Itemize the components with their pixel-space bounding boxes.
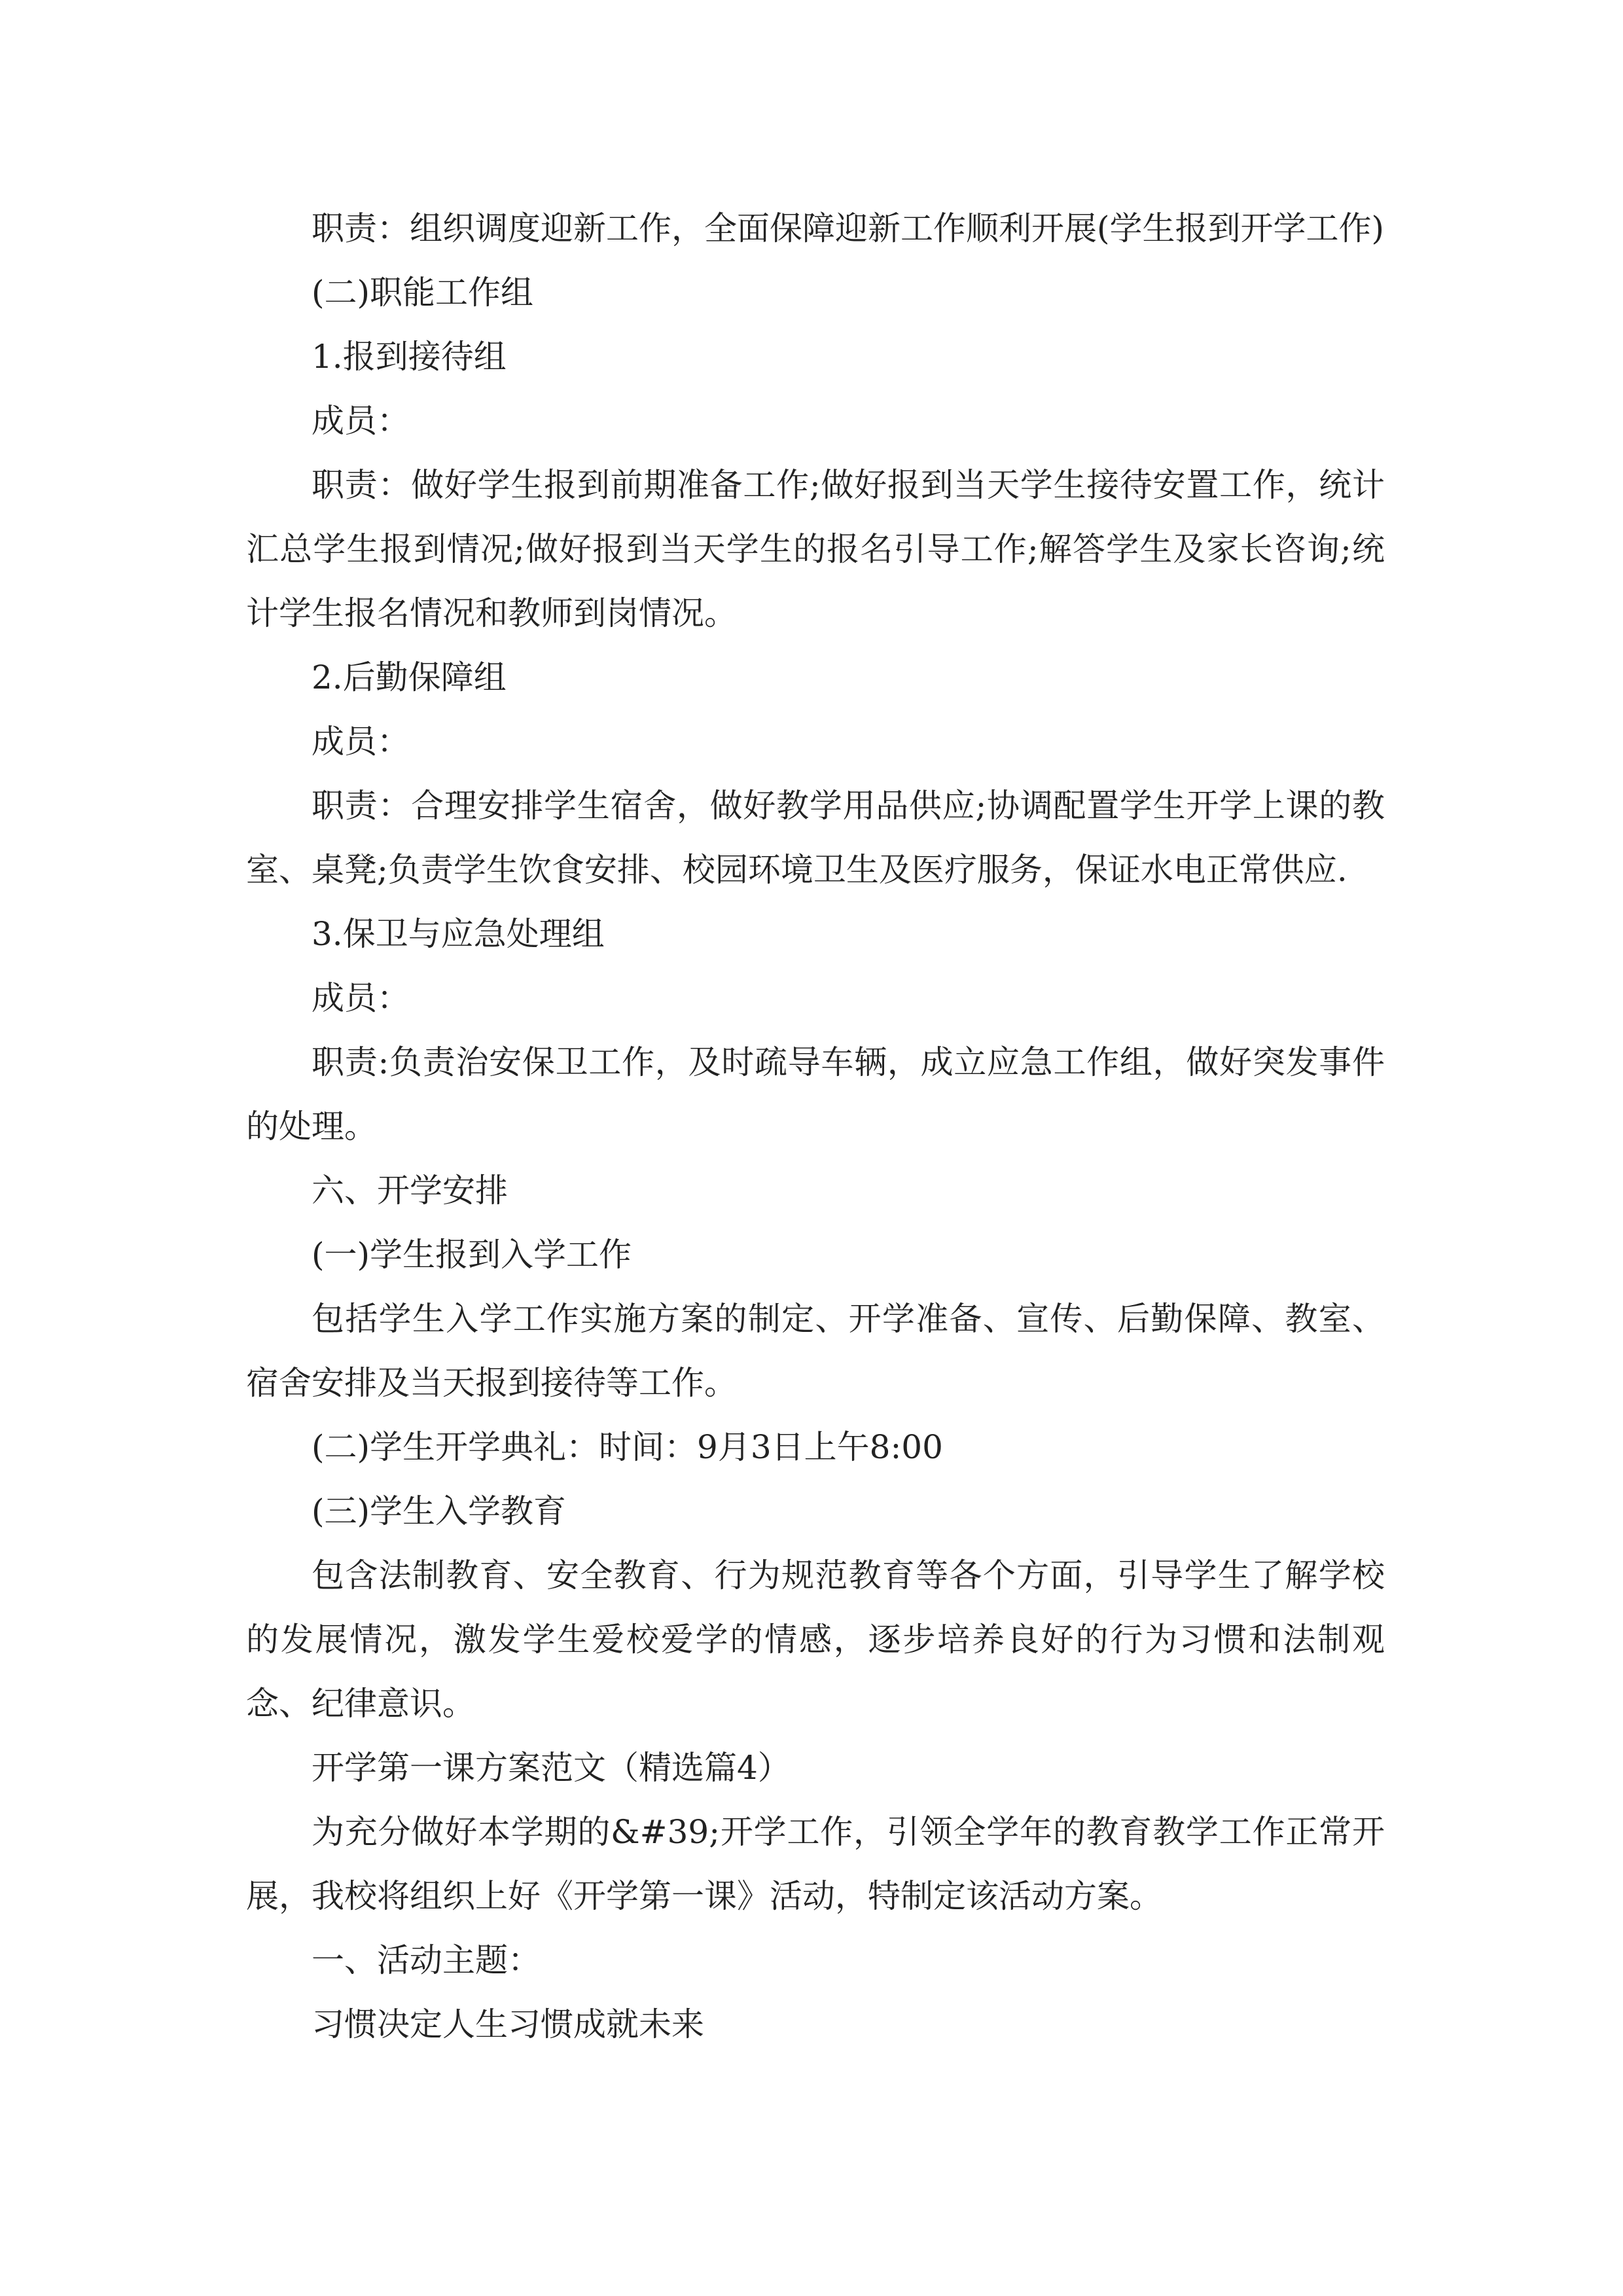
paragraph: 职责：组织调度迎新工作，全面保障迎新工作顺利开展(学生报到开学工作) <box>312 209 1385 247</box>
paragraph: (二)学生开学典礼：时间：9月3日上午8:00 <box>312 1428 943 1466</box>
paragraph: 职责：合理安排学生宿舍，做好教学用品供应;协调配置学生开学上课的教室、桌凳;负责学生饮食安排、校园环境卫生及医疗服务，保证水电正常供应. <box>246 787 1385 889</box>
subsection-heading: (三)学生入学教育 <box>312 1492 567 1530</box>
subsection-heading: (一)学生报到入学工作 <box>312 1236 632 1274</box>
section-heading: (二)职能工作组 <box>312 274 534 312</box>
paragraph: 习惯决定人生习惯成就未来 <box>312 2005 704 2043</box>
subsection-heading: 2.后勤保障组 <box>312 658 507 696</box>
paragraph: 包括学生入学工作实施方案的制定、开学准备、宣传、后勤保障、教室、宿舍安排及当天报到接待等工作。 <box>246 1300 1385 1402</box>
section-heading: 六、开学安排 <box>312 1172 508 1210</box>
paragraph: 职责:负责治安保卫工作，及时疏导车辆，成立应急工作组，做好突发事件的处理。 <box>246 1043 1385 1145</box>
paragraph: 职责：做好学生报到前期准备工作;做好报到当天学生接待安置工作，统计汇总学生报到情况;做好报到当天学生的报名引导工作;解答学生及家长咨询;统计学生报名情况和教师到岗情况。 <box>246 466 1385 632</box>
paragraph: 成员： <box>312 402 410 440</box>
section-heading: 一、活动主题： <box>312 1941 541 1979</box>
subsection-heading: 3.保卫与应急处理组 <box>312 915 605 953</box>
document-body <box>246 196 1385 2056</box>
paragraph: 成员： <box>312 723 410 761</box>
paragraph: 为充分做好本学期的&#39;开学工作，引领全学年的教育教学工作正常开展，我校将组织上好《开学第一课》活动，特制定该活动方案。 <box>246 1813 1385 1915</box>
paragraph: 包含法制教育、安全教育、行为规范教育等各个方面，引导学生了解学校的发展情况，激发学生爱校爱学的情感，逐步培养良好的行为习惯和法制观念、纪律意识。 <box>246 1556 1385 1723</box>
paragraph: 成员： <box>312 979 410 1017</box>
subsection-heading: 1.报到接待组 <box>312 338 507 376</box>
article-title: 开学第一课方案范文（精选篇4） <box>312 1749 791 1787</box>
